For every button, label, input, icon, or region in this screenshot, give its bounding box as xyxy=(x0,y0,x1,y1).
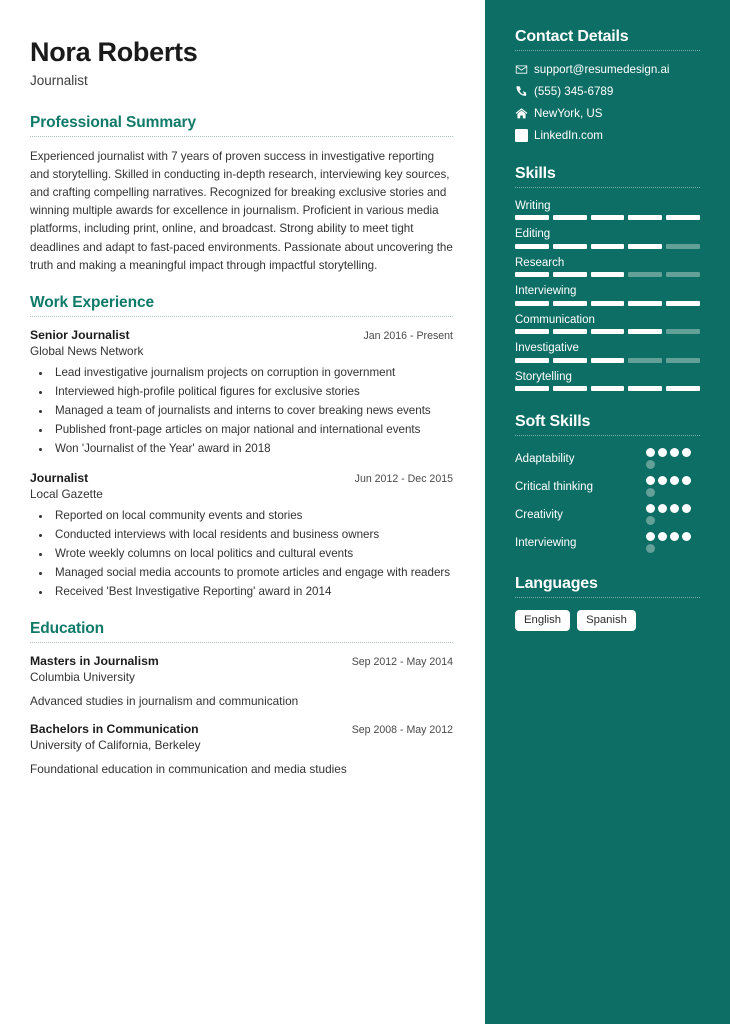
soft-skill-dot xyxy=(646,504,655,513)
skill-item xyxy=(515,285,700,306)
language-tag: English xyxy=(515,610,570,631)
soft-skill-dot xyxy=(646,476,655,485)
skill-segment xyxy=(628,329,662,334)
work-experience-section xyxy=(30,294,453,601)
soft-skill-dot xyxy=(646,516,655,525)
education-degree: Masters in Journalism xyxy=(30,653,159,668)
skill-segment xyxy=(515,386,549,391)
skill-segment xyxy=(515,244,549,249)
skill-segment xyxy=(553,301,587,306)
soft-skill-dot xyxy=(646,448,655,457)
skill-segment xyxy=(666,272,700,277)
candidate-job-title: Journalist xyxy=(30,72,88,88)
job-dates: Jan 2016 - Present xyxy=(363,330,453,342)
education-entry xyxy=(30,722,453,776)
contact-list xyxy=(515,63,700,143)
soft-skill-dot xyxy=(658,448,667,457)
contact-value: LinkedIn.com xyxy=(534,128,603,142)
job-bullet-list xyxy=(30,365,453,457)
skill-segment xyxy=(553,272,587,277)
soft-skill-dot xyxy=(670,504,679,513)
skill-segment xyxy=(591,301,625,306)
section-heading-languages: Languages xyxy=(515,575,598,593)
skill-segment xyxy=(553,215,587,220)
skill-segment xyxy=(515,272,549,277)
education-header xyxy=(30,722,453,736)
skill-level-bar xyxy=(515,358,700,363)
section-heading-skills: Skills xyxy=(515,164,556,182)
skills-section xyxy=(515,165,700,392)
language-tag-list xyxy=(515,610,700,631)
skill-segment xyxy=(515,301,549,306)
section-divider xyxy=(30,316,453,317)
soft-skill-dots xyxy=(646,504,700,525)
contact-value: NewYork, US xyxy=(534,106,603,120)
job-organization: Global News Network xyxy=(30,344,144,358)
job-bullet: • Managed a team of journalists and interns to cover breaking news events xyxy=(52,403,453,419)
phone-icon xyxy=(515,85,534,98)
education-degree: Bachelors in Communication xyxy=(30,721,199,736)
skill-segment xyxy=(515,329,549,334)
skill-segment xyxy=(591,358,625,363)
job-role: Journalist xyxy=(30,471,89,486)
soft-skill-dots xyxy=(646,476,700,497)
skill-item xyxy=(515,371,700,392)
skill-name: Investigative xyxy=(515,342,579,355)
skill-segment xyxy=(628,272,662,277)
soft-skill-dots xyxy=(646,532,700,553)
education-list xyxy=(30,654,453,776)
linkedin-icon xyxy=(515,129,534,142)
soft-skill-name: Interviewing xyxy=(515,536,577,549)
soft-skill-dot xyxy=(682,448,691,457)
skill-segment xyxy=(553,244,587,249)
skill-segment xyxy=(666,301,700,306)
skill-segment xyxy=(553,358,587,363)
soft-skills-section xyxy=(515,413,700,553)
education-description: Foundational education in communication and media studies xyxy=(30,761,347,776)
job-bullet: • Interviewed high-profile political figures for exclusive stories xyxy=(52,384,453,400)
skill-segment xyxy=(666,329,700,334)
language-tag: Spanish xyxy=(577,610,636,631)
skill-level-bar xyxy=(515,272,700,277)
section-divider xyxy=(30,642,453,643)
job-header xyxy=(30,471,453,485)
soft-skill-item xyxy=(515,532,700,553)
skill-segment xyxy=(628,301,662,306)
skill-segment xyxy=(553,329,587,334)
soft-skill-dot xyxy=(682,532,691,541)
candidate-name: Nora Roberts xyxy=(30,37,198,67)
home-icon xyxy=(515,107,534,120)
soft-skill-item xyxy=(515,476,700,497)
professional-summary-section xyxy=(30,114,453,275)
skill-list xyxy=(515,200,700,392)
soft-skill-dot xyxy=(670,448,679,457)
contact-value: support@resumedesign.ai xyxy=(534,63,670,76)
contact-value: (555) 345-6789 xyxy=(534,84,614,98)
skill-segment xyxy=(515,358,549,363)
soft-skill-name: Adaptability xyxy=(515,452,575,465)
skill-name: Research xyxy=(515,256,565,269)
section-heading-education: Education xyxy=(30,619,105,637)
education-description: Advanced studies in journalism and communication xyxy=(30,693,299,708)
skill-name: Storytelling xyxy=(515,370,572,383)
skill-segment xyxy=(628,386,662,391)
contact-item[interactable] xyxy=(515,107,700,121)
education-entry xyxy=(30,654,453,708)
soft-skill-name: Critical thinking xyxy=(515,480,593,493)
soft-skill-item xyxy=(515,504,700,525)
job-bullet: • Won 'Journalist of the Year' award in 2018 xyxy=(52,441,453,457)
education-section xyxy=(30,620,453,776)
education-school: University of California, Berkeley xyxy=(30,737,201,752)
skill-segment xyxy=(666,215,700,220)
skill-segment xyxy=(666,386,700,391)
education-header xyxy=(30,654,453,668)
job-bullet-list xyxy=(30,508,453,600)
contact-details-section xyxy=(515,28,700,143)
section-heading-soft-skills: Soft Skills xyxy=(515,413,591,431)
job-role: Senior Journalist xyxy=(30,328,130,342)
soft-skill-name: Creativity xyxy=(515,508,563,521)
section-divider xyxy=(515,50,700,51)
skill-segment xyxy=(628,358,662,363)
skill-level-bar xyxy=(515,301,700,306)
job-bullet: • Wrote weekly columns on local politics and cultural events xyxy=(52,546,453,562)
skill-name: Editing xyxy=(515,228,551,241)
section-divider xyxy=(515,187,700,188)
section-heading-summary: Professional Summary xyxy=(30,113,196,131)
soft-skill-item xyxy=(515,448,700,469)
skill-name: Communication xyxy=(515,313,595,326)
skill-name: Writing xyxy=(515,199,551,212)
job-bullet: • Published front-page articles on major national and international events xyxy=(52,422,453,438)
soft-skill-dot xyxy=(682,476,691,485)
section-divider xyxy=(30,136,453,137)
skill-segment xyxy=(591,244,625,249)
section-divider xyxy=(515,435,700,436)
skill-segment xyxy=(553,386,587,391)
soft-skill-dot xyxy=(682,504,691,513)
contact-item[interactable] xyxy=(515,63,700,77)
soft-skill-dot xyxy=(658,476,667,485)
education-dates: Sep 2008 - May 2012 xyxy=(351,723,453,736)
skill-segment xyxy=(591,272,625,277)
skill-segment xyxy=(591,386,625,391)
skill-item xyxy=(515,257,700,278)
skill-item xyxy=(515,342,700,363)
section-heading-contact: Contact Details xyxy=(515,28,629,45)
soft-skill-dot xyxy=(646,532,655,541)
contact-item[interactable] xyxy=(515,85,700,99)
skill-item xyxy=(515,314,700,335)
job-entry xyxy=(30,471,453,600)
languages-section xyxy=(515,575,700,631)
job-entry xyxy=(30,328,453,457)
skill-segment xyxy=(666,358,700,363)
skill-segment xyxy=(666,244,700,249)
job-bullet: • Reported on local community events and stories xyxy=(52,508,453,524)
soft-skill-dot xyxy=(646,460,655,469)
skill-segment xyxy=(628,244,662,249)
job-bullet: • Received 'Best Investigative Reporting' award in 2014 xyxy=(52,584,453,600)
skill-segment xyxy=(628,215,662,220)
skill-item xyxy=(515,200,700,221)
header-block xyxy=(30,38,453,88)
soft-skill-dot xyxy=(670,476,679,485)
soft-skill-dot xyxy=(658,532,667,541)
skill-segment xyxy=(591,329,625,334)
job-bullet: • Conducted interviews with local residents and business owners xyxy=(52,527,453,543)
job-bullet: • Lead investigative journalism projects on corruption in government xyxy=(52,365,453,381)
job-organization: Local Gazette xyxy=(30,487,103,502)
skill-segment xyxy=(515,215,549,220)
soft-skill-dot xyxy=(646,544,655,553)
skill-level-bar xyxy=(515,329,700,334)
job-bullet: • Managed social media accounts to promote articles and engage with readers xyxy=(52,565,453,581)
education-dates: Sep 2012 - May 2014 xyxy=(351,655,453,668)
skill-name: Interviewing xyxy=(515,285,577,298)
job-dates: Jun 2012 - Dec 2015 xyxy=(354,473,453,486)
soft-skill-dot xyxy=(670,532,679,541)
contact-item[interactable] xyxy=(515,129,700,143)
education-school: Columbia University xyxy=(30,669,135,684)
soft-skill-dot xyxy=(658,504,667,513)
soft-skill-dot xyxy=(646,488,655,497)
skill-level-bar xyxy=(515,386,700,391)
soft-skill-list xyxy=(515,448,700,553)
section-divider xyxy=(515,597,700,598)
summary-text: Experienced journalist with 7 years of proven success in investigative reporting and storytelling. Skilled in conducting in-depth research, interviewing key sources, and crafting compelling narratives. Recognized for breaking exclusive stories and winning multiple awards for excellence in journalism. Proficient in various media platforms, including print, online, and broadcast. Strong ability to meet tight deadlines and adapt to fast-paced environments. Passionate about uncovering the truth and making a meaningful impact through impactful storytelling. xyxy=(30,149,453,272)
skill-level-bar xyxy=(515,215,700,220)
soft-skill-dots xyxy=(646,448,700,469)
job-header xyxy=(30,328,453,342)
section-heading-work-experience: Work Experience xyxy=(30,294,154,311)
envelope-icon xyxy=(515,63,534,76)
job-list xyxy=(30,328,453,601)
skill-segment xyxy=(591,215,625,220)
skill-item xyxy=(515,228,700,249)
sidebar xyxy=(485,0,730,1024)
skill-level-bar xyxy=(515,244,700,249)
